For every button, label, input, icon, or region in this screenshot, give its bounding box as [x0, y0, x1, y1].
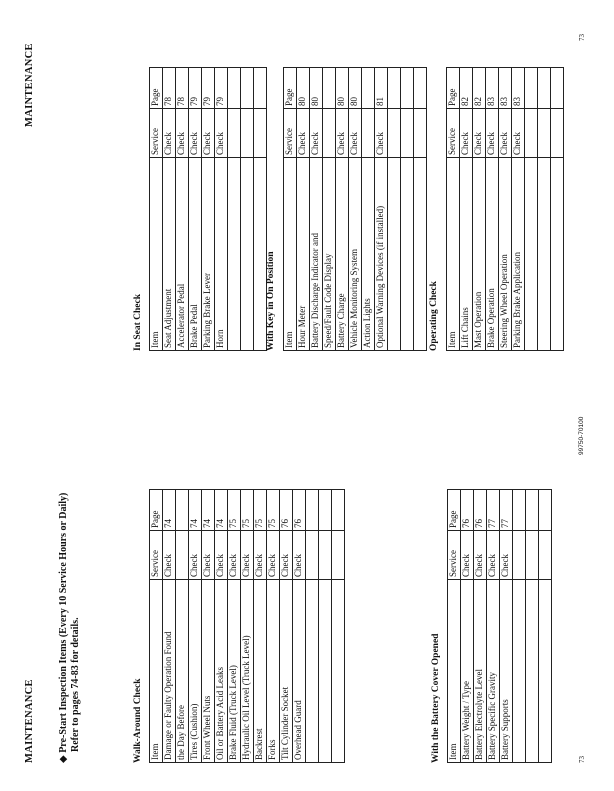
cell-page — [176, 490, 189, 531]
page-number-right: 73 — [578, 34, 586, 41]
cell-service — [401, 109, 414, 158]
cell-page: 79 — [189, 68, 202, 109]
cell-service: Check — [310, 109, 323, 158]
cell-service: Check — [461, 531, 474, 580]
cell-service: Check — [176, 109, 189, 158]
cell-service: Check — [486, 109, 499, 158]
table-row — [525, 68, 538, 351]
cell-page: 76 — [280, 490, 293, 531]
cell-item: Damage or Faulty Operation Found — [163, 580, 176, 763]
cell-item: Seat Adjustment — [163, 158, 176, 351]
cell-page: 74 — [215, 490, 228, 531]
cell-page — [323, 68, 336, 109]
table-row — [526, 490, 539, 763]
cell-item — [254, 158, 267, 351]
cell-page: 77 — [500, 490, 513, 531]
table-row — [473, 68, 486, 351]
cell-item — [538, 158, 551, 351]
cell-service: Check — [375, 109, 388, 158]
cell-item: Steering Wheel Operation — [499, 158, 512, 351]
table-row — [306, 490, 319, 763]
table-row — [538, 68, 551, 351]
cell-page — [332, 490, 345, 531]
table-row — [293, 490, 306, 763]
col-service: Service — [448, 531, 461, 580]
cell-service — [362, 109, 375, 158]
cell-service: Check — [163, 109, 176, 158]
cell-service — [551, 109, 564, 158]
cell-page — [525, 68, 538, 109]
bullet-icon: ◆ — [58, 755, 69, 763]
table-row — [215, 68, 228, 351]
cell-page: 81 — [375, 68, 388, 109]
cell-service — [319, 531, 332, 580]
col-page: Page — [447, 68, 460, 109]
cell-service: Check — [215, 109, 228, 158]
cell-item: Battery Specific Gravity — [487, 580, 500, 763]
col-page: Page — [150, 490, 163, 531]
cell-item: Lift Chains — [460, 158, 473, 351]
cell-service — [525, 109, 538, 158]
table-row — [375, 68, 388, 351]
cell-service: Check — [474, 531, 487, 580]
table-row — [254, 68, 267, 351]
cell-item — [319, 580, 332, 763]
table-row — [474, 490, 487, 763]
cell-page: 80 — [310, 68, 323, 109]
cell-service — [539, 531, 552, 580]
cell-item: Accelerator Pedal — [176, 158, 189, 351]
table-row — [254, 490, 267, 763]
cell-service: Check — [189, 531, 202, 580]
cell-item: Parking Brake Application — [512, 158, 525, 351]
cell-page: 80 — [349, 68, 362, 109]
header-right: MAINTENANCE — [24, 43, 35, 127]
table-row — [499, 68, 512, 351]
table-row — [202, 68, 215, 351]
col-service: Service — [284, 109, 297, 158]
cell-item: Battery Weight / Type — [461, 580, 474, 763]
table-row — [513, 490, 526, 763]
walk-around-title: Walk-Around Check — [133, 678, 143, 763]
cell-page — [241, 68, 254, 109]
cell-item: Vehicle Monitoring System — [349, 158, 362, 351]
table-row — [401, 68, 414, 351]
cell-item — [513, 580, 526, 763]
cell-service — [414, 109, 427, 158]
cell-page: 77 — [487, 490, 500, 531]
cell-item — [241, 158, 254, 351]
table-row — [189, 68, 202, 351]
cell-service — [513, 531, 526, 580]
cell-page — [362, 68, 375, 109]
table-row — [388, 68, 401, 351]
table-row — [461, 490, 474, 763]
cell-item: Brake Operation — [486, 158, 499, 351]
cell-service: Check — [163, 531, 176, 580]
cell-service: Check — [349, 109, 362, 158]
cell-item: Battery Discharge Indicator and — [310, 158, 323, 351]
key-on-title: With Key in On Position — [266, 251, 276, 351]
cell-page: 76 — [293, 490, 306, 531]
col-page: Page — [448, 490, 461, 531]
table-row — [487, 490, 500, 763]
table-row — [202, 490, 215, 763]
cell-item: Brake Pedal — [189, 158, 202, 351]
cell-page — [306, 490, 319, 531]
cell-item — [526, 580, 539, 763]
cell-service: Check — [202, 109, 215, 158]
cell-service — [538, 109, 551, 158]
table-row — [176, 490, 189, 763]
cell-page — [401, 68, 414, 109]
cell-page: 75 — [267, 490, 280, 531]
cell-service: Check — [500, 531, 513, 580]
table-row — [241, 490, 254, 763]
cell-item — [228, 158, 241, 351]
cell-service: Check — [512, 109, 525, 158]
cell-service: Check — [487, 531, 500, 580]
table-row — [500, 490, 513, 763]
intro-heading — [58, 493, 82, 763]
cell-service — [254, 109, 267, 158]
table-row — [241, 68, 254, 351]
cell-service: Check — [202, 531, 215, 580]
cell-page — [319, 490, 332, 531]
cell-item: Overhead Guard — [293, 580, 306, 763]
cell-item: Tires (Cushion) — [189, 580, 202, 763]
table-row — [228, 490, 241, 763]
cell-item: Speed/Fault Code Display — [323, 158, 336, 351]
cell-page — [551, 68, 564, 109]
cell-page — [254, 68, 267, 109]
cell-page: 74 — [202, 490, 215, 531]
page-number-left: 73 — [578, 756, 586, 763]
cell-item — [401, 158, 414, 351]
col-item: Item — [150, 158, 163, 351]
table-row — [539, 490, 552, 763]
table-row — [310, 68, 323, 351]
cell-page — [538, 68, 551, 109]
cell-item: Parking Brake Lever — [202, 158, 215, 351]
in-seat-table — [149, 67, 267, 351]
intro-line1: Pre-Start Inspection Items (Every 10 Service Hours or Daily) — [58, 492, 69, 753]
table-row — [460, 68, 473, 351]
cell-item — [539, 580, 552, 763]
walk-around-table — [149, 489, 345, 763]
cell-item: the Day Before — [176, 580, 189, 763]
table-row — [332, 490, 345, 763]
cell-page: 83 — [486, 68, 499, 109]
operating-table — [446, 67, 564, 351]
cell-item: Hour Meter — [297, 158, 310, 351]
col-page: Page — [284, 68, 297, 109]
cell-item: Battery Electrolyte Level — [474, 580, 487, 763]
cell-service — [176, 531, 189, 580]
cell-page: 83 — [499, 68, 512, 109]
intro-line2: Refer to pages 74-83 for details. — [70, 617, 81, 752]
table-row — [319, 490, 332, 763]
col-item: Item — [284, 158, 297, 351]
table-row — [323, 68, 336, 351]
cell-page: 83 — [512, 68, 525, 109]
cell-page — [388, 68, 401, 109]
table-row — [228, 68, 241, 351]
cell-item: Action Lights — [362, 158, 375, 351]
cell-service: Check — [280, 531, 293, 580]
cell-service: Check — [473, 109, 486, 158]
cell-item: Tilt Cylinder Socket — [280, 580, 293, 763]
cell-page — [526, 490, 539, 531]
cell-service — [241, 109, 254, 158]
table-row — [512, 68, 525, 351]
cell-service: Check — [228, 531, 241, 580]
cell-service — [332, 531, 345, 580]
cell-service: Check — [293, 531, 306, 580]
cell-service — [323, 109, 336, 158]
cell-service — [306, 531, 319, 580]
cell-service: Check — [215, 531, 228, 580]
cell-service — [526, 531, 539, 580]
cell-service: Check — [267, 531, 280, 580]
cell-page: 79 — [215, 68, 228, 109]
cell-item: Oil or Battery Acid Leaks — [215, 580, 228, 763]
cell-service: Check — [189, 109, 202, 158]
cell-service — [228, 109, 241, 158]
table-row — [362, 68, 375, 351]
cell-item: Battery Charge — [336, 158, 349, 351]
cell-item — [525, 158, 538, 351]
cell-page: 74 — [189, 490, 202, 531]
col-service: Service — [150, 531, 163, 580]
cell-item — [332, 580, 345, 763]
cell-item: Brake Fluid (Truck Level) — [228, 580, 241, 763]
key-on-table — [283, 67, 427, 351]
cell-page: 76 — [474, 490, 487, 531]
cell-page: 75 — [241, 490, 254, 531]
table-row — [280, 490, 293, 763]
cell-page: 74 — [163, 490, 176, 531]
cell-item: Optional Warning Devices (if installed) — [375, 158, 388, 351]
table-row — [267, 490, 280, 763]
cell-page: 80 — [297, 68, 310, 109]
cell-service: Check — [297, 109, 310, 158]
operating-title: Operating Check — [429, 281, 439, 351]
doc-number: 99750-70100 — [578, 416, 585, 455]
cell-item: Forks — [267, 580, 280, 763]
cell-page: 80 — [336, 68, 349, 109]
cell-item: Hydraulic Oil Level (Truck Level) — [241, 580, 254, 763]
cell-page: 79 — [202, 68, 215, 109]
col-item: Item — [447, 158, 460, 351]
col-item: Item — [150, 580, 163, 763]
cell-service — [388, 109, 401, 158]
cell-item: Horn — [215, 158, 228, 351]
cell-item: Backrest — [254, 580, 267, 763]
table-row — [215, 490, 228, 763]
cell-service: Check — [254, 531, 267, 580]
col-service: Service — [447, 109, 460, 158]
cell-page: 76 — [461, 490, 474, 531]
col-item: Item — [448, 580, 461, 763]
cell-item — [414, 158, 427, 351]
table-row — [163, 490, 176, 763]
cell-page — [228, 68, 241, 109]
cell-service: Check — [460, 109, 473, 158]
cell-page — [414, 68, 427, 109]
cell-item — [551, 158, 564, 351]
cell-service: Check — [336, 109, 349, 158]
table-row — [297, 68, 310, 351]
cell-page: 75 — [228, 490, 241, 531]
table-row — [163, 68, 176, 351]
col-service: Service — [150, 109, 163, 158]
cell-item — [306, 580, 319, 763]
table-row — [551, 68, 564, 351]
table-row — [486, 68, 499, 351]
cell-page: 78 — [176, 68, 189, 109]
col-page: Page — [150, 68, 163, 109]
table-row — [176, 68, 189, 351]
cell-item: Battery Supports — [500, 580, 513, 763]
table-row — [349, 68, 362, 351]
battery-cover-title: With the Battery Cover Opened — [431, 633, 441, 763]
battery-cover-table — [447, 489, 552, 763]
cell-page: 82 — [460, 68, 473, 109]
in-seat-title: In Seat Check — [133, 293, 143, 351]
cell-page: 75 — [254, 490, 267, 531]
table-row — [336, 68, 349, 351]
cell-service: Check — [241, 531, 254, 580]
header-left: MAINTENANCE — [24, 679, 35, 763]
table-row — [414, 68, 427, 351]
cell-service: Check — [499, 109, 512, 158]
cell-item: Mast Operation — [473, 158, 486, 351]
cell-page — [513, 490, 526, 531]
cell-item — [388, 158, 401, 351]
cell-page: 82 — [473, 68, 486, 109]
cell-page: 78 — [163, 68, 176, 109]
cell-item: Front Wheel Nuts — [202, 580, 215, 763]
table-row — [189, 490, 202, 763]
cell-page — [539, 490, 552, 531]
